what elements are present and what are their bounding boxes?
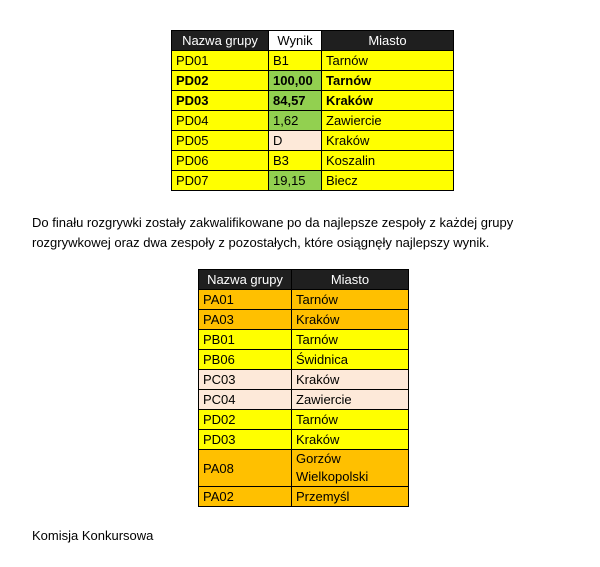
- city-cell: Kraków: [292, 370, 409, 390]
- city-cell: Koszalin: [322, 151, 454, 171]
- city-cell: Przemyśl: [292, 487, 409, 507]
- score-cell: D: [269, 131, 322, 151]
- table-row: [199, 310, 409, 330]
- header-city: Miasto: [292, 270, 409, 290]
- table-row: [172, 171, 454, 191]
- city-cell: Tarnów: [292, 290, 409, 310]
- results-header-row: [172, 31, 454, 51]
- city-cell: Tarnów: [292, 410, 409, 430]
- city-cell: Kraków: [292, 310, 409, 330]
- city-cell: Kraków: [322, 131, 454, 151]
- group-cell: PD02: [199, 410, 292, 430]
- table-row: [199, 390, 409, 410]
- city-cell: Tarnów: [322, 51, 454, 71]
- table-row: [199, 290, 409, 310]
- city-cell: Kraków: [292, 430, 409, 450]
- city-cell: Tarnów: [322, 71, 454, 91]
- table-row: [172, 51, 454, 71]
- city-cell: Biecz: [322, 171, 454, 191]
- group-cell: PC03: [199, 370, 292, 390]
- group-cell: PA01: [199, 290, 292, 310]
- header-city: Miasto: [322, 31, 454, 51]
- signature: Komisja Konkursowa: [32, 528, 154, 543]
- table-row: [172, 91, 454, 111]
- table-row: [199, 450, 409, 487]
- group-cell: PD01: [172, 51, 269, 71]
- city-cell: Świdnica: [292, 350, 409, 370]
- group-cell: PC04: [199, 390, 292, 410]
- group-cell: PD02: [172, 71, 269, 91]
- table-row: [172, 131, 454, 151]
- group-cell: PD05: [172, 131, 269, 151]
- table-row: [199, 487, 409, 507]
- group-cell: PD06: [172, 151, 269, 171]
- city-cell: Zawiercie: [322, 111, 454, 131]
- score-cell: 19,15: [269, 171, 322, 191]
- city-cell: Kraków: [322, 91, 454, 111]
- score-cell: 84,57: [269, 91, 322, 111]
- table-row: [172, 151, 454, 171]
- group-cell: PD03: [172, 91, 269, 111]
- table-row: [172, 111, 454, 131]
- group-cell: PA08: [199, 450, 292, 487]
- results-table: [171, 30, 454, 191]
- header-group-name: Nazwa grupy: [172, 31, 269, 51]
- qualification-paragraph: Do finału rozgrywki zostały zakwalifikowane po da najlepsze zespoły z każdej grupy rozgrywkowej oraz dwa zespoły z pozostałych, które osiągnęły najlepszy wynik.: [32, 215, 514, 250]
- score-cell: 100,00: [269, 71, 322, 91]
- header-score: Wynik: [269, 31, 322, 51]
- group-cell: PB01: [199, 330, 292, 350]
- group-cell: PD03: [199, 430, 292, 450]
- table-row: [199, 350, 409, 370]
- city-cell: Gorzów Wielkopolski: [292, 450, 409, 487]
- group-cell: PB06: [199, 350, 292, 370]
- finalists-table: [198, 269, 409, 507]
- table-row: [199, 370, 409, 390]
- score-cell: 1,62: [269, 111, 322, 131]
- group-cell: PA02: [199, 487, 292, 507]
- score-cell: B3: [269, 151, 322, 171]
- score-cell: B1: [269, 51, 322, 71]
- group-cell: PD07: [172, 171, 269, 191]
- table-row: [199, 430, 409, 450]
- group-cell: PD04: [172, 111, 269, 131]
- city-cell: Tarnów: [292, 330, 409, 350]
- table-row: [172, 71, 454, 91]
- header-group-name: Nazwa grupy: [199, 270, 292, 290]
- table-row: [199, 330, 409, 350]
- group-cell: PA03: [199, 310, 292, 330]
- city-cell: Zawiercie: [292, 390, 409, 410]
- table-row: [199, 410, 409, 430]
- finalists-header-row: [199, 270, 409, 290]
